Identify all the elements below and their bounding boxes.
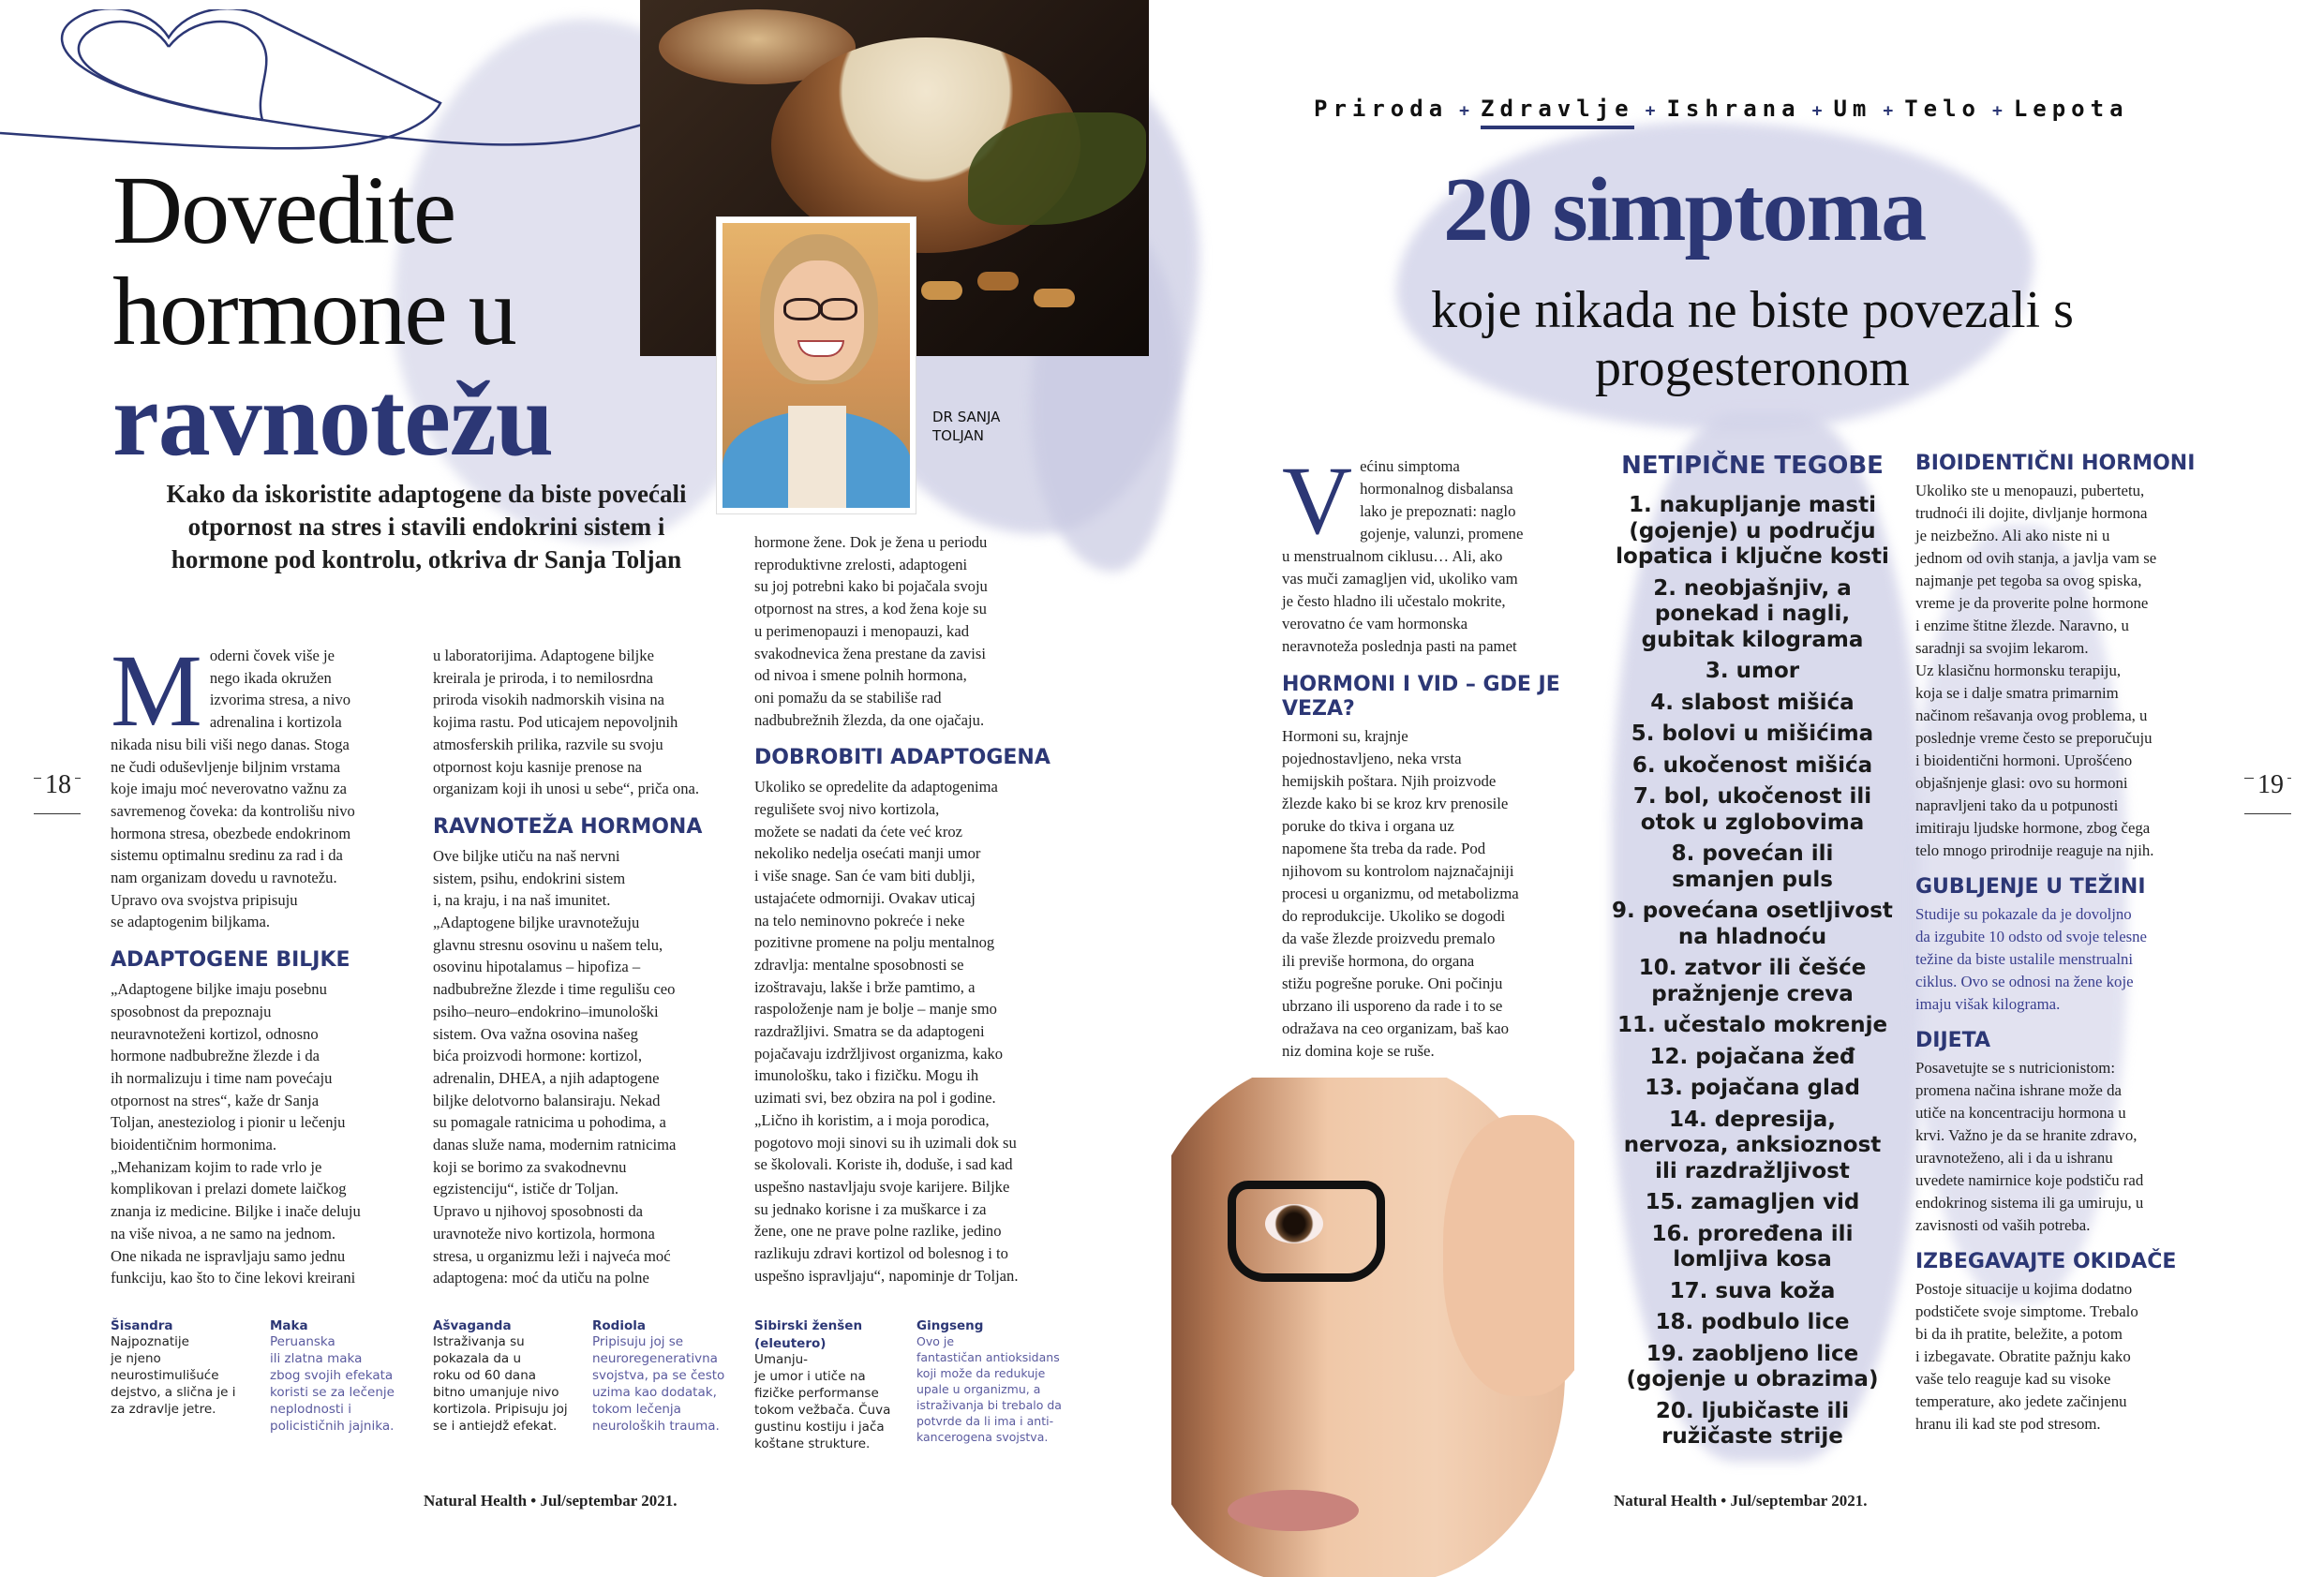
nav-separator: + [1459, 101, 1469, 121]
photo-caption: DR SANJA TOLJAN [932, 409, 1001, 444]
symptom-item: 8. povećan ili smanjen puls [1671, 841, 1834, 892]
portrait-photo [716, 216, 916, 514]
woman-glasses-photo [1171, 1078, 1574, 1577]
nav-item[interactable]: Priroda [1314, 96, 1449, 122]
intro-text: ećinu simptoma hormonalnog disbalansa lako je prepoznati: naglo gojenje, valunzi, promene u menstrualnom ciklusu… Ali, ako vas muči zamagljen vid, ukoliko vam je često hladno ili učestalo mokrite, verovatno će vam hormonska neravnoteža poslednja pasti na pamet [1282, 457, 1524, 655]
page-title-line1: Dovedite [112, 156, 455, 264]
section-heading: ADAPTOGENE BILJKE [111, 948, 350, 973]
symptom-item: 2. neobjašnjiv, a ponekad i nagli, gubitak kilograma [1641, 575, 1864, 652]
nav-separator: + [1645, 101, 1656, 121]
page-title: 20 simptoma [1443, 159, 1926, 260]
col2-body1: u laboratorijima. Adaptogene biljke kreirala je priroda, i to nemilosrdna priroda visokih nadmorskih visina na kojima rastu. Pod uticajem nepovoljnih atmosferskih prilika, razvile su svoju otpornost koju kasnije prenose na organizam koji ih unosi u sebe“, priča ona. [433, 647, 700, 798]
symptom-item: 6. ukočenost mišića [1631, 752, 1873, 778]
nav-separator: + [1991, 101, 2003, 121]
col3-body2: Ukoliko se opredelite da adaptogenima regulišete svoj nivo kortizola, možete se nadati da ćete već kroz nekoliko nedelja osećati manji umor i više snage. San će vam biti dublji, ustajaćete odmorniji. Ovakav uticaj na telo neminovno pokreće i neke pozitivne promene na polju mentalnog zdravlja: mentalne sposobnosti se izoštravaju, lakše i brže pamtimo, a raspoloženje nam je bolje – manje smo razdražljivi. Smatra se da adaptogeni pojačavaju izdržljivost organizma, kako imunološku, tako i fizičku. Mogu ih uzimati svi, bez obzira na pol i godine. „Lično ih koristim, a i moja porodica, pogotovo moji sinovi su ih uzimali dok su se školovali. Koriste ih, doduše, i sad kad uspešno nastavljaju svoje karijere. Bilјke su jednako korisne i za muškarce i za žene, one ne prave polne razlike, jedino razlikuju zdravi kortizol od bolesnog i to uspešno ispravljaju“, napominje dr Toljan. [754, 778, 1019, 1285]
symptom-item: 15. zamagljen vid [1645, 1190, 1860, 1214]
section-heading: HORMONI I VID – GDE JE VEZA? [1282, 673, 1560, 721]
symptom-item: 17. suva koža [1669, 1278, 1836, 1303]
page-subtitle: koje nikada ne biste povezali s progesteronom [1431, 281, 2074, 397]
nav-item[interactable]: Telo [1904, 96, 1981, 122]
section-heading: BIOIDENTIČNI HORMONI [1915, 452, 2196, 475]
symptom-item: 1. nakupljanje masti (gojenje) u području lopatica i ključne kosti [1616, 493, 1889, 569]
herb-box: Šisandra Najpoznatije je njeno neurostimulišuće dejstvo, a slična je i za zdravlje jetre. [111, 1318, 236, 1417]
col1-intro: oderni čovek više je nego ikada okružen izvorima stresa, a nivo adrenalina i kortizola nikada nisu bili viši nego danas. Stoga ne čudi oduševljenje biljnim vrstama koje imaju moć neverovatno važnu za savremenog čoveka: da kontrolišu nivo hormona stresa, obezbede endokrinom sistemu optimalnu sredinu za rad i da nam organizam dovedu u ravnotežu. Upravo ova svojstva pripisuju se adaptogenim biljkama. [111, 647, 355, 931]
symptom-item: 10. zatvor ili češće pražnjenje creva [1638, 956, 1867, 1006]
vid-body: Hormoni su, krajnje pojednostavljeno, neka vrsta hemijskih poštara. Njih proizvode žlezde kako bi se kroz krv prenosile poruke do tkiva i organa uz napomene šta treba da rade. Pod njihovom su kontrolom najznačajniji procesi u organizmu, od metabolizma do reprodukcije. Ukoliko se dogodi da vaše žlezde proizvedu premalo ili previše hormona, do organa stižu pogrešne poruke. Oni počinju ubrzano ili usporeno da rade i to se odražava na ceo organizam, baš kao niz domina koje se ruše. [1282, 727, 1519, 1060]
page-number: 18 [41, 770, 75, 800]
symptom-item: 19. zaobljeno lice (gojenje u obrazima) [1626, 1341, 1879, 1391]
herb-box: Sibirski ženšen (eleutero) Umanju- je umor i utiče na fizičke performanse tokom vežbača. Čuva gustinu kostiju i jača koštane strukture. [754, 1318, 891, 1451]
herb-box: Rodiola Pripisuju joj se neuroregenerativna svojstva, pa se često uzima kao dodatak, tokom lečenja neuroloških trauma. [592, 1318, 725, 1434]
symptom-item: 3. umor [1705, 659, 1800, 683]
left-column-3 [754, 531, 1078, 1287]
col2-body2: Ove biljke utiču na naš nervni sistem, psihu, endokrini sistem i, na kraju, i na naš imunitet. „Adaptogene biljke uravnotežuju glavnu stresnu osovinu u našem telu, osovinu hipotalamus – hipofiza – nadbubrežne žlezde i time regulišu ceo psiho–neuro–endokrino–imunološki sistem. Ova važna osovina našeg bića proizvodi hormone: kortizol, adrenalin, DHEA, a njih adaptogene biljke delotvorno balansiraju. Nekad su pomagale ratnicima u pohodima, a danas služe nama, modernim ratnicima koji se borimo za svakodnevnu egzistenciju“, ističe dr Toljan. Upravo u njihovoj sposobnosti da uravnoteže nivo kortizola, hormona stresa, u organizmu leži i najveća moć adaptogena: moć da utiču na polne [433, 846, 677, 1287]
col3-body1: hormone žene. Dok je žena u periodu reproduktivne zrelosti, adaptogeni su joj potrebni kako bi pojačala svoju otpornost na stres, a kod žena koje su u perimenopauzi i menopauzi, kad svakodnevica žena prestane da zavisi od nivoa i smene polnih hormona, oni pomažu da se stabiliše rad nadbubrežnih žlezda, da one ojačaju. [754, 533, 988, 729]
intro-column [1282, 447, 1582, 1063]
symptom-item: 5. bolovi u mišićima [1631, 722, 1874, 746]
section-heading: DOBROBITI ADAPTOGENA [754, 746, 1050, 770]
section-heading: NETIPIČNE TEGOBE [1621, 452, 1884, 480]
section-heading: DIJETA [1915, 1029, 1990, 1052]
col1-body: „Adaptogene biljke imaju posebnu sposobnost da prepoznaju neuravnoteženi kortizol, odnosno hormone nadbubrežne žlezde i da ih normalizuju i time nam povećaju otpornost na stres“, kaže dr Sanja Toljan, anesteziolog i pionir u lečenju bioidentičnim hormonima. „Mehanizam kojim to rade vrlo je komplikovan i prelazi domete laičkog znanja iz medicine. Biljke i inače deluju na više nivoa, a ne samo na jednom. One nikada ne ispravljaju samo jednu funkciju, kao što to čine lekovi kreirani [111, 980, 361, 1287]
symptom-item: 11. učestalo mokrenje [1616, 1013, 1888, 1037]
left-column-2 [433, 645, 742, 1289]
symptom-item: 4. slabost mišića [1650, 690, 1855, 715]
section-nav [1314, 96, 2129, 122]
symptom-item: 13. pojačana glad [1645, 1076, 1860, 1100]
symptoms-column [1612, 452, 1893, 1451]
drop-cap: V [1282, 447, 1353, 555]
right-column [1915, 452, 2225, 1436]
symptom-item: 7. bol, ukočenost ili otok u zglobovima [1632, 784, 1872, 835]
symptom-item: 20. ljubičaste ili ružičaste strije [1655, 1398, 1850, 1449]
symptom-item: 16. proređena ili lomljiva kosa [1651, 1221, 1854, 1272]
lead-paragraph: Kako da iskoristite adaptogene da biste povećali otpornost na stres i stavili endokrini sistem i hormone pod kontrolu, otkriva dr Sanja Toljan [166, 480, 687, 573]
section-heading: RAVNOTEŽA HORMONA [433, 814, 703, 839]
page-title-line3: ravnotežu [112, 362, 554, 478]
weight-body: Studije su pokazale da je dovoljno da izgubite 10 odsto od svoje telesne težine da biste ustalile menstrualni ciklus. Ovo se odnosi na žene koje imaju višak kilograma. [1915, 905, 2148, 1013]
herb-box: Ašvaganda Istraživanja su pokazala da u roku od 60 dana bitno umanjuje nivo kortizola. Pripisuju joj se i antiejdž efekat. [433, 1318, 568, 1434]
page-number: 19 [2254, 770, 2287, 800]
page-number-divider [2244, 813, 2291, 814]
page-number-divider [34, 813, 81, 814]
nav-item[interactable]: Ishrana [1666, 96, 1801, 122]
herb-box: Maka Peruanska ili zlatna maka zbog svojih efekata koristi se za lečenje neplodnosti i policističnih jajnika. [270, 1318, 395, 1434]
symptom-item: 14. depresija, nervoza, anksioznost ili razdražljivost [1623, 1107, 1882, 1183]
herb-box: Gingseng Ovo je fantastičan antioksidans koji može da redukuje upale u organizmu, a istraživanja bi trebalo da potvrde da li ima i anti- kancerogena svojstva. [916, 1318, 1062, 1444]
left-column-1 [111, 633, 392, 1289]
section-heading: GUBLJENJE U TEŽINI [1915, 875, 2146, 899]
nav-separator: + [1883, 101, 1894, 121]
nav-item[interactable]: Lepota [2013, 96, 2129, 122]
symptom-item: 18. podbulo lice [1655, 1310, 1850, 1334]
section-heading: IZBEGAVAJTE OKIDAČE [1915, 1250, 2177, 1273]
symptom-item: 12. pojačana žeđ [1649, 1044, 1855, 1069]
page-title-line2: hormone u [112, 258, 515, 365]
nav-item[interactable]: Um [1833, 96, 1872, 122]
footer: Natural Health • Jul/septembar 2021. [424, 1492, 678, 1510]
footer: Natural Health • Jul/septembar 2021. [1614, 1492, 1868, 1510]
symptom-item: 9. povećana osetljivost na hladnoću [1612, 899, 1893, 949]
nav-item-active[interactable]: Zdravlje [1481, 96, 1634, 129]
bio-body: Ukoliko ste u menopauzi, pubertetu, trudnoći ili dojite, divljanje hormona je neizbežno. Ali ako niste ni u jednom od ovih stanja, a javlja vam se najmanje pet tegoba sa ovog spiska, vreme je da proverite polne hormone i enzime štitne žlezde. Naravno, u saradnji sa svojim lekarom. Uz klasičnu hormonsku terapiju, koja se i dalje smatra primarnim načinom rešavanja ovog problema, u poslednje vreme često se preporučuju i bioidentični hormoni. Uprošćeno objašnjenje glasi: ovo su hormoni napravljeni tako da u potpunosti imitiraju ljudske hormone, zbog čega telo mnogo prirodnije reaguje na njih. [1915, 482, 2157, 859]
trigger-body: Postoje situacije u kojima dodatno podstičete svoje simptome. Trebalo bi da ih pratite, beležite, a potom i izbegavate. Obratite pažnju kako vaše telo reaguje kad su visoke temperature, ako jedete začinjenu hranu ili kad ste pod stresom. [1915, 1280, 2138, 1433]
diet-body: Posavetujte se s nutricionistom: promena načina ishrane može da utiče na koncentraciju hormona u krvi. Važno je da se hranite zdravo, uravnoteženo, ali i da u ishranu uvedete namirnice koje podstiču rad endokrinog sistema ili ga umiruju, u zavisnosti od vaših potreba. [1915, 1059, 2144, 1234]
drop-cap: M [111, 633, 202, 748]
nav-separator: + [1811, 101, 1823, 121]
